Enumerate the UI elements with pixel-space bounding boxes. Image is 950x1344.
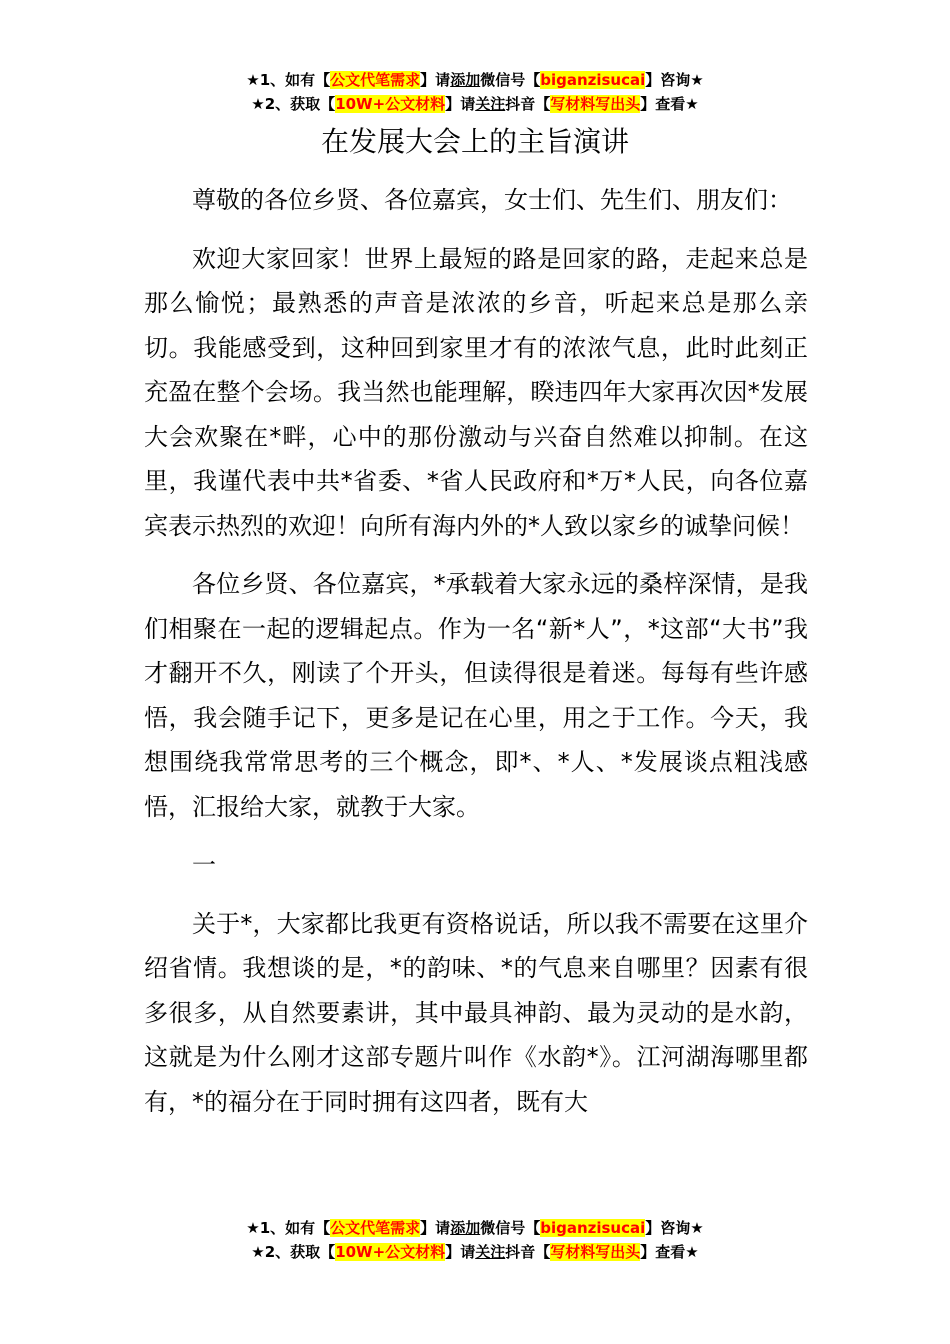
header-banner xyxy=(0,68,950,116)
banner-text: 微信号【 xyxy=(480,71,541,89)
banner-text: ★2、获取【 xyxy=(251,1243,336,1261)
banner-line-2 xyxy=(0,92,950,116)
section-heading: 一 xyxy=(192,851,216,879)
banner-highlight: 写材料写出头 xyxy=(550,1243,641,1261)
body-paragraph: 关于*，大家都比我更有资格说话，所以我不需要在这里介绍省情。我想谈的是，*的韵味、*的气息来自哪里？因素有很多很多，从自然要素讲，其中最具神韵、最为灵动的是水韵，这就是为什么刚才这部专题片叫作《水韵*》。江河湖海哪里都有，*的福分在于同时拥有这四者，既有大 xyxy=(144,909,808,1116)
banner-underlined-text: 关注 xyxy=(475,95,506,113)
banner-text: 微信号【 xyxy=(480,1219,541,1237)
banner-highlight: 公文代笔需求 xyxy=(330,71,421,89)
banner-text: 】请 xyxy=(420,71,451,89)
banner-highlight: biganzisucai xyxy=(540,1219,646,1237)
banner-line-1 xyxy=(0,1216,950,1240)
banner-text: 抖音【 xyxy=(505,95,551,113)
banner-text: ★2、获取【 xyxy=(251,95,336,113)
banner-text: 】请 xyxy=(445,1243,476,1261)
banner-highlight: 10W+公文材料 xyxy=(335,1243,446,1261)
footer-banner xyxy=(0,1216,950,1264)
banner-highlight: 写材料写出头 xyxy=(550,95,641,113)
banner-text: ★1、如有【 xyxy=(246,71,331,89)
banner-text: 】咨询★ xyxy=(645,71,704,89)
banner-highlight: 10W+公文材料 xyxy=(335,95,446,113)
banner-underlined-text: 添加 xyxy=(450,1219,481,1237)
body-paragraph: 各位乡贤、各位嘉宾，*承载着大家永远的桑梓深情，是我们相聚在一起的逻辑起点。作为一名“新*人”，*这部“大书”我才翻开不久，刚读了个开头，但读得很是着迷。每每有些许感悟，我会随手记下，更多是记在心里，用之于工作。今天，我想围绕我常常思考的三个概念，即*、*人、*发展谈点粗浅感悟，汇报给大家，就教于大家。 xyxy=(144,570,808,821)
banner-text: ★1、如有【 xyxy=(246,1219,331,1237)
banner-text: 】请 xyxy=(445,95,476,113)
body-paragraph: 欢迎大家回家！世界上最短的路是回家的路，走起来总是那么愉悦；最熟悉的声音是浓浓的乡音，听起来总是那么亲切。我能感受到，这种回到家里才有的浓浓气息，此时此刻正充盈在整个会场。我当然也能理解，睽违四年大家再次因*发展大会欢聚在*畔，心中的那份激动与兴奋自然难以抑制。在这里，我谨代表中共*省委、*省人民政府和*万*人民，向各位嘉宾表示热烈的欢迎！向所有海内外的*人致以家乡的诚挚问候！ xyxy=(144,244,808,540)
banner-underlined-text: 关注 xyxy=(475,1243,506,1261)
banner-highlight: 公文代笔需求 xyxy=(330,1219,421,1237)
document-title: 在发展大会上的主旨演讲 xyxy=(320,125,629,158)
banner-text: 】请 xyxy=(420,1219,451,1237)
banner-line-2 xyxy=(0,1240,950,1264)
banner-line-1 xyxy=(0,68,950,92)
banner-text: 】查看★ xyxy=(640,1243,699,1261)
banner-highlight: biganzisucai xyxy=(540,71,646,89)
salutation: 尊敬的各位乡贤、各位嘉宾，女士们、先生们、朋友们： xyxy=(192,186,792,214)
banner-text: 抖音【 xyxy=(505,1243,551,1261)
banner-text: 】咨询★ xyxy=(645,1219,704,1237)
document-body xyxy=(144,178,808,1138)
banner-underlined-text: 添加 xyxy=(450,71,481,89)
banner-text: 】查看★ xyxy=(640,95,699,113)
